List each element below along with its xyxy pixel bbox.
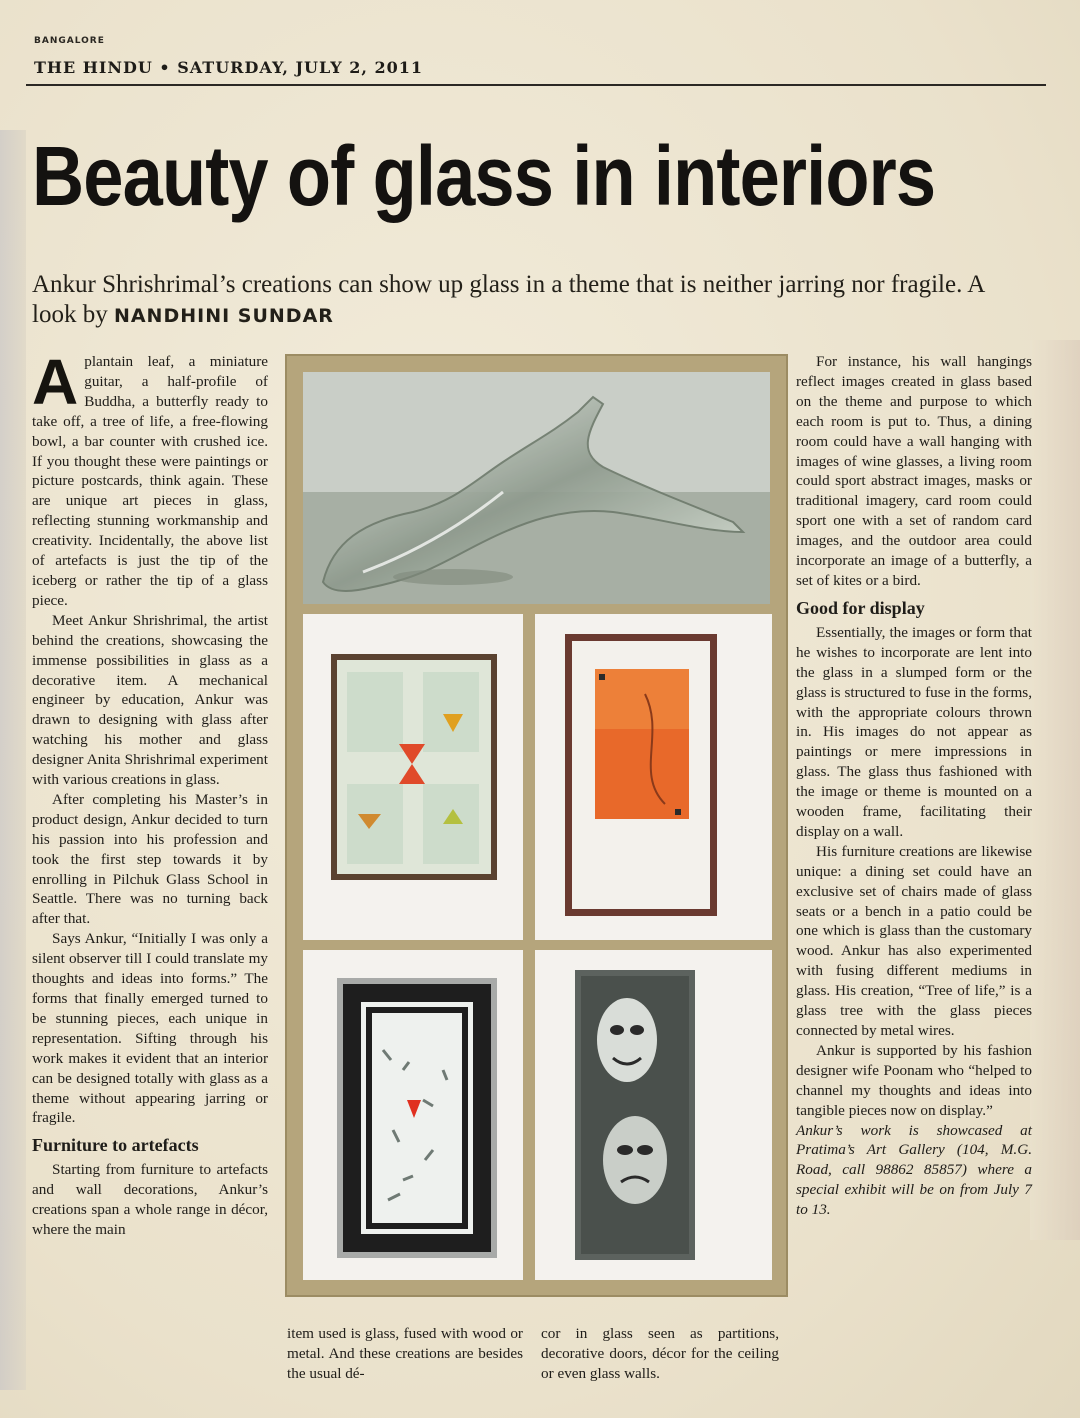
glass-panel-photo-2 — [535, 614, 772, 940]
framed-glass-art-1 — [303, 614, 523, 940]
byline: NANDHINI SUNDAR — [113, 305, 334, 327]
framed-glass-art-3 — [303, 950, 523, 1280]
paragraph: Essentially, the images or form that he wishes to incorporate are lent into the glass in a slumped form or the glass is structured to fuse in the forms, with the appropriate colours thrown in. His images do not appear as paintings or mere impressions in glass. The glass thus fashioned with the image or theme is mounted on a wooden frame, facilitating their display on a wall. — [796, 623, 1032, 840]
glass-panel-photo-1 — [303, 614, 523, 940]
column-1 — [32, 346, 268, 1240]
paragraph: Says Ankur, “Initially I was only a silent observer till I could translate my thoughts and ideas into forms.” The forms that finally emerged turned to be stunning pieces, each unique in representation. Sifting through his work makes it evident that an interior can be designed totally with glass as a theme without appearing jarring or fragile. — [32, 930, 268, 1127]
bleed-edge-left — [0, 130, 26, 1390]
gallery-note: Ankur’s work is showcased at Pratima’s Art Gallery (104, M.G. Road, call 98862 85857) where a special exhibit will be on from July 7 to 13. — [796, 1121, 1032, 1219]
paragraph — [32, 346, 268, 611]
masthead-rule — [26, 84, 1046, 86]
headline: Beauty of glass in interiors — [32, 129, 936, 223]
masthead-line: THE HINDU • SATURDAY, JULY 2, 2011 — [34, 58, 423, 77]
glass-sculpture-photo — [303, 372, 770, 604]
glass-mask-art — [535, 950, 772, 1280]
column-2-bottom: item used is glass, fused with wood or metal. And these creations are besides the usual dé- — [287, 1325, 523, 1382]
subhead: Good for display — [796, 597, 925, 618]
subhead: Furniture to artefacts — [32, 1135, 199, 1156]
framed-glass-art-2 — [535, 614, 772, 940]
edition-label: BANGALORE — [34, 36, 105, 46]
glass-panel-photo-4 — [535, 950, 772, 1280]
bleed-edge-right — [1030, 340, 1080, 1240]
glass-panel-photo-3 — [303, 950, 523, 1280]
photo-block — [285, 354, 788, 1297]
paragraph: After completing his Master’s in product design, Ankur decided to turn his passion into his profession and took the first step towards it by enrolling in Pilchuk Glass School in Seattle. There was no turning back after that. — [32, 790, 268, 928]
paragraph: Starting from furniture to artefacts and wall decorations, Ankur’s creations span a whole range in décor, where the main — [32, 1161, 268, 1239]
deck — [32, 270, 1012, 331]
glass-sculpture-graphic — [303, 372, 770, 604]
paragraph: Meet Ankur Shrishrimal, the artist behind the creations, showcasing the immense possibilities in glass as a decorative item. A mechanical engineer by education, Ankur was drawn to designing with glass after watching his mother and glass designer Anita Shrishrimal experiment with various creations in glass. — [32, 611, 268, 789]
paragraph: For instance, his wall hangings reflect images created in glass based on the theme and purpose to which each room is put to. Thus, a dining room could have a wall hanging with images of wine glasses, a living room could sport abstract images, masks or traditional imagery, card room could sport one with a set of random card images, and the outdoor area could incorporate an image of a butterfly, a set of kites or a bird. — [796, 353, 1032, 589]
drop-cap: A — [32, 346, 79, 418]
paragraph: Ankur is supported by his fashion designer wife Poonam who “helped to channel my thoughts and ideas into tangible pieces now on display.” — [796, 1041, 1032, 1119]
paragraph: His furniture creations are likewise unique: a dining set could have an exclusive set of chairs made of glass seats or a bench in a patio could be one which is glass than the customary wood. Ankur has also experimented with fusing different mediums in glass. His creation, “Tree of life,” is a glass tree with the glass pieces connected by metal wires. — [796, 842, 1032, 1039]
deck-text: Ankur Shrishrimal’s creations can show up glass in a theme that is neither jarring nor fragile. A look by — [32, 271, 984, 328]
column-3-bottom: cor in glass seen as partitions, decorative doors, décor for the ceiling or even glass walls. — [541, 1325, 779, 1382]
paragraph-text: plantain leaf, a miniature guitar, a half-profile of Buddha, a butterfly ready to take off, a tree of life, a free-flowing bowl, a bar counter with crushed ice. If you thought these were paintings or picture postcards, think again. These are unique art pieces in glass, reflecting stunning workmanship and creativity. Incidentally, the above list of artefacts is just the tip of the iceberg or rather the tip of a glass piece. — [32, 353, 268, 609]
column-4 — [796, 352, 1032, 1220]
